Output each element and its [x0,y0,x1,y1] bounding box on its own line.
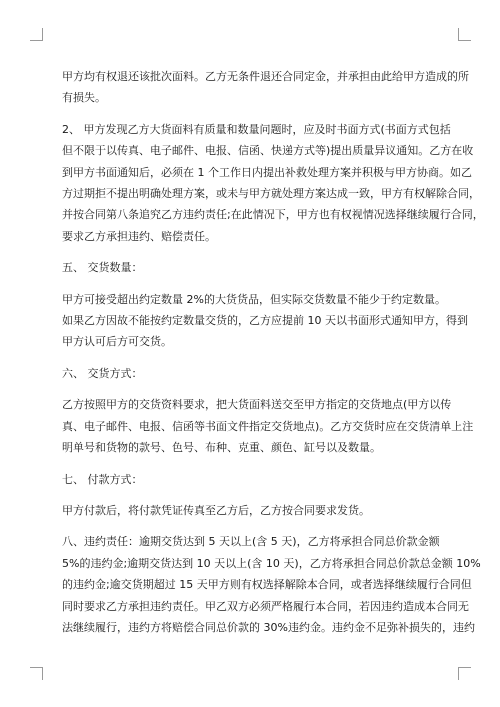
text-line: 同时要求乙方承担违约责任。甲乙双方必须严格履行本合同，若因违约造成本合同无 [62,599,469,613]
text-line: 五、 交货数量： [62,261,143,275]
text-line: 真、电子邮件、电报、信函等书面文件指定交货地点)。乙方交货时应在交货清单上注 [62,419,474,433]
section-heading [62,363,440,384]
crop-mark-top-left [30,28,43,41]
text-line: 法继续履行，违约方将赔偿合同总价款的 30%违约金。违约金不足弥补损失的，违约 [62,620,475,634]
text-line: 七、 付款方式： [62,472,143,486]
text-line: 方过期拒不提出明确处理方案，或未与甲方就处理方案达成一致，甲方有权解除合同， [62,187,480,201]
text-line: 甲方付款后，将付款凭证传真至乙方后，乙方按合同要求发货。 [62,503,370,517]
text-line: 六、 交货方式： [62,366,143,380]
crop-mark-top-right [458,28,471,41]
paragraph [62,500,440,521]
crop-mark-bottom-right [458,667,471,680]
text-line: 明单号和货物的款号、色号、布种、克重、颜色、缸号以及数量。 [62,441,381,455]
text-line: 甲方可接受超出约定数量 2%的大货货品，但实际交货数量不能少于约定数量。 [62,292,446,306]
text-line: 甲方认可后方可交货。 [62,335,172,349]
text-line: 但不限于以传真、电子邮件、电报、信函、快递方式等)提出质量异议通知。乙方在收 [62,144,474,158]
text-line: 乙方按照甲方的交货资料要求，把大货面料送交至甲方指定的交货地点(甲方以传 [62,398,452,412]
text-line: 2、 甲方发现乙方大货面料有质量和数量问题时，应及时书面方式(书面方式包括 [62,122,451,136]
paragraph [62,394,474,458]
text-line: 如果乙方因故不能按约定数量交货的，乙方应提前 10 天以书面形式通知甲方，得到 [62,314,468,328]
paragraph [62,66,469,109]
paragraph [62,289,468,353]
text-line: 5%的违约金;逾期交货达到 10 天以上(含 10 天)，乙方将承担合同总价款总金额 10% [62,556,481,570]
text-line: 有损失。 [62,91,106,105]
text-line: 到甲方书面通知后，必须在 1 个工作日内提出补救处理方案并积极与甲方协商。如乙 [62,165,472,179]
text-line: 的违约金;逾交货期超过 15 天甲方则有权选择解除本合同，或者选择继续履行合同但 [62,578,472,592]
text-line: 要求乙方承担违约、赔偿责任。 [62,229,216,243]
crop-mark-bottom-left [30,667,43,680]
paragraph [62,531,481,638]
text-line: 并按合同第八条追究乙方违约责任;在此情况下，甲方也有权视情况选择继续履行合同， [62,208,484,222]
paragraph [62,119,484,247]
text-line: 甲方均有权退还该批次面料。乙方无条件退还合同定金，并承担由此给甲方造成的所 [62,70,469,83]
text-line: 八、违约责任：逾期交货达到 5 天以上(含 5 天)，乙方将承担合同总价款金额 [62,535,440,549]
document-body [62,66,484,638]
section-heading [62,469,440,490]
section-heading [62,257,440,278]
